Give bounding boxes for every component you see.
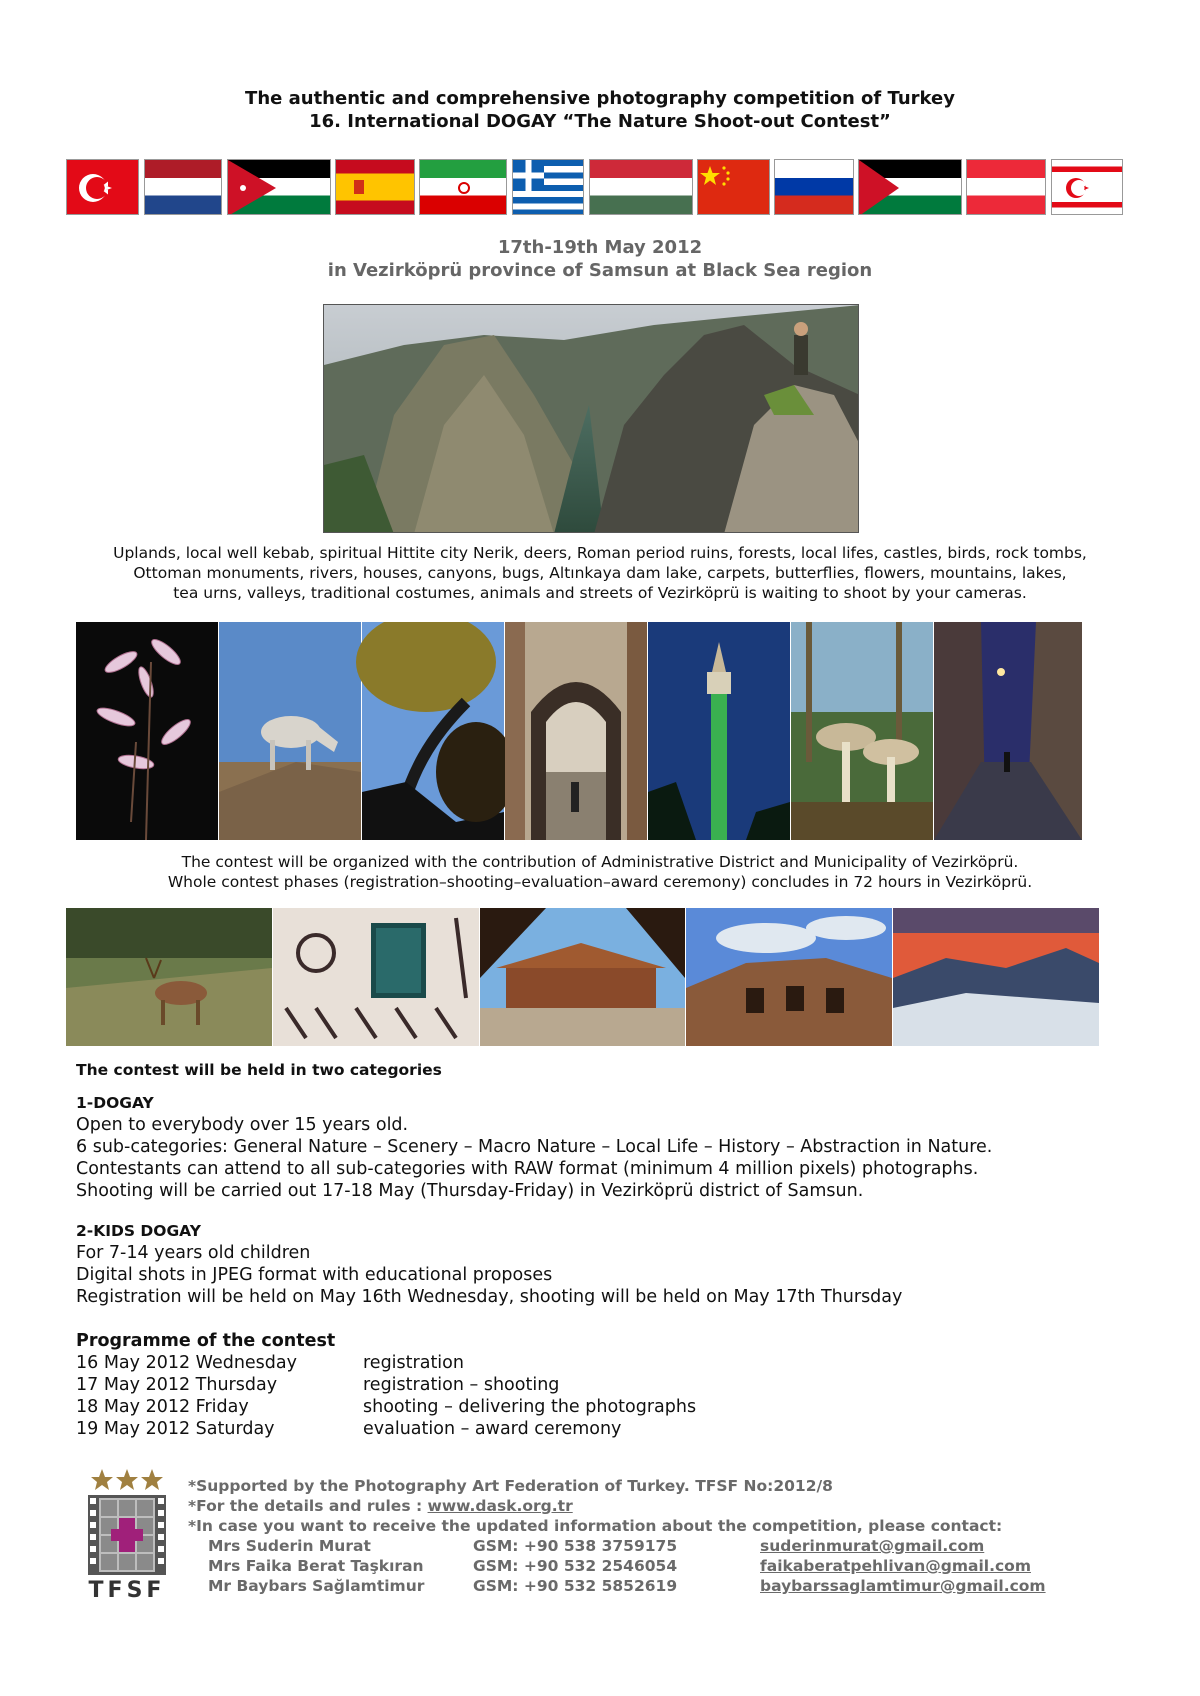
kids-line-3: Registration will be held on May 16th Wednesday, shooting will be held on May 17th Thursday — [76, 1287, 903, 1307]
contact-email[interactable]: faikaberatpehlivan@gmail.com — [760, 1557, 1031, 1575]
programme-activity: evaluation – award ceremony — [363, 1419, 622, 1439]
minaret-photo — [648, 622, 790, 840]
contact-email[interactable]: suderinmurat@gmail.com — [760, 1537, 985, 1555]
contact-gsm: GSM: +90 532 2546054 — [473, 1557, 678, 1575]
organization-line-1: The contest will be organized with the contribution of Administrative District and Municipality of Vezirköprü. — [181, 853, 1019, 871]
programme-activity: shooting – delivering the photographs — [363, 1397, 697, 1417]
flower-photo — [76, 622, 218, 840]
tfsf-logo — [84, 1467, 170, 1602]
kids-line-1: For 7-14 years old children — [76, 1243, 311, 1263]
dogay-line-4: Shooting will be carried out 17-18 May (Thursday-Friday) in Vezirköprü district of Samsun. — [76, 1181, 864, 1201]
market-hall-photo — [480, 908, 685, 1046]
dogay-line-3: Contestants can attend to all sub-categories with RAW format (minimum 4 million pixels) photographs. — [76, 1159, 979, 1179]
greece-flag-icon — [512, 159, 584, 215]
programme-title: Programme of the contest — [76, 1331, 336, 1351]
intro-line-2: Ottoman monuments, rivers, houses, canyons, bugs, Altınkaya dam lake, carpets, butterflies, flowers, mountains, lakes, — [133, 564, 1067, 582]
details-link[interactable]: www.dask.org.tr — [427, 1497, 573, 1515]
tfsf-logo-icon — [84, 1467, 170, 1577]
street-photo — [934, 622, 1082, 840]
intro-line-1: Uplands, local well kebab, spiritual Hittite city Nerik, deers, Roman period ruins, forests, local lifes, castles, birds, rock tombs, — [113, 544, 1087, 562]
programme-activity: registration — [363, 1353, 464, 1373]
dogay-section — [76, 1092, 992, 1202]
programme-date: 16 May 2012 Wednesday — [76, 1353, 297, 1373]
contact-name: Mrs Faika Berat Taşkıran — [208, 1557, 424, 1575]
netherlands-flag-icon — [144, 159, 222, 215]
dogay-title: 1-DOGAY — [76, 1094, 154, 1112]
contact-gsm: GSM: +90 538 3759175 — [473, 1537, 678, 1555]
painted-wall-photo — [273, 908, 479, 1046]
contact-gsm: GSM: +90 532 5852619 — [473, 1577, 678, 1595]
palestine-flag-icon — [858, 159, 962, 215]
canyon-hero-photo — [323, 304, 859, 533]
programme-date: 18 May 2012 Friday — [76, 1397, 249, 1417]
details-note — [188, 1496, 573, 1516]
title-line-2: 16. International DOGAY “The Nature Shoot-out Contest” — [309, 111, 891, 132]
austria-flag-icon — [966, 159, 1046, 215]
title-line-1: The authentic and comprehensive photography competition of Turkey — [245, 88, 955, 109]
china-flag-icon — [697, 159, 770, 215]
categories-heading: The contest will be held in two categories — [76, 1061, 442, 1079]
event-dates: 17th-19th May 2012 — [497, 237, 703, 258]
iran-flag-icon — [419, 159, 507, 215]
event-info — [0, 236, 1200, 282]
sunset-mountains-photo — [893, 908, 1099, 1046]
page-title — [0, 87, 1200, 133]
intro-line-3: tea urns, valleys, traditional costumes, animals and streets of Vezirköprü is waiting to shoot by your cameras. — [173, 584, 1027, 602]
supported-note: *Supported by the Photography Art Federation of Turkey. TFSF No:2012/8 — [188, 1477, 833, 1495]
russia-flag-icon — [774, 159, 854, 215]
programme-activity: registration – shooting — [363, 1375, 560, 1395]
contact-email[interactable]: baybarssaglamtimur@gmail.com — [760, 1577, 1046, 1595]
tree-photo — [356, 622, 516, 840]
horse-photo — [219, 622, 361, 840]
archway-photo — [505, 622, 647, 840]
contact-name: Mr Baybars Sağlamtimur — [208, 1577, 425, 1595]
turkey-flag-icon — [66, 159, 139, 215]
organization-line-2: Whole contest phases (registration–shooting–evaluation–award ceremony) concludes in 72 hours in Vezirköprü. — [167, 873, 1033, 891]
mushroom-photo — [791, 622, 933, 840]
kids-dogay-title: 2-KIDS DOGAY — [76, 1222, 201, 1240]
tfsf-logo-text: TFSF — [88, 1578, 166, 1603]
hungary-flag-icon — [589, 159, 693, 215]
photo-strip-2 — [66, 908, 1099, 1046]
details-prefix: *For the details and rules : — [188, 1497, 428, 1515]
jordan-flag-icon — [227, 159, 331, 215]
contact-note: *In case you want to receive the updated information about the competition, please contact: — [188, 1517, 1003, 1535]
contact-name: Mrs Suderin Murat — [208, 1537, 371, 1555]
dogay-line-2: 6 sub-categories: General Nature – Scenery – Macro Nature – Local Life – History – Abstraction in Nature. — [76, 1137, 993, 1157]
dogay-line-1: Open to everybody over 15 years old. — [76, 1115, 409, 1135]
northern-cyprus-flag-icon — [1051, 159, 1123, 215]
kids-line-2: Digital shots in JPEG format with educational proposes — [76, 1265, 553, 1285]
kids-dogay-section — [76, 1220, 902, 1308]
photo-strip-1 — [76, 622, 1082, 840]
deer-photo — [66, 908, 272, 1046]
programme-date: 19 May 2012 Saturday — [76, 1419, 275, 1439]
organization-paragraph — [0, 852, 1200, 892]
intro-paragraph — [0, 543, 1200, 603]
spain-flag-icon — [335, 159, 415, 215]
event-location: in Vezirköprü province of Samsun at Black Sea region — [327, 260, 873, 281]
programme-date: 17 May 2012 Thursday — [76, 1375, 278, 1395]
rock-tombs-photo — [686, 908, 892, 1046]
